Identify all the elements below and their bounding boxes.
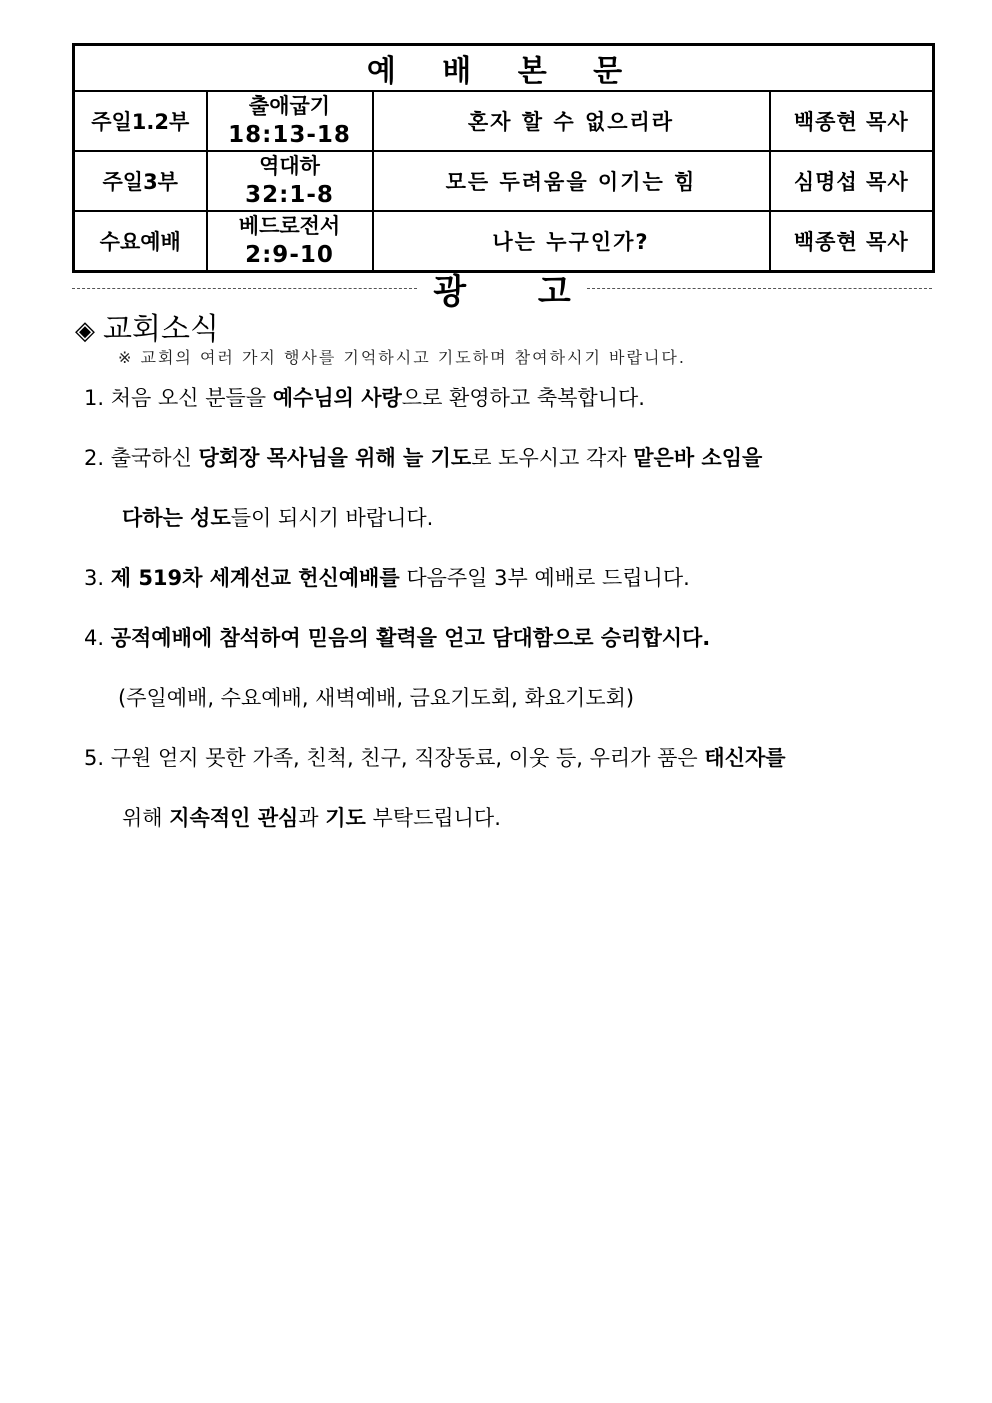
- announcement-divider: [72, 264, 932, 312]
- scripture-ref: 18:13-18: [228, 122, 351, 148]
- scripture-book: 출애굽기: [248, 94, 331, 118]
- item-emphasis: 당회장 목사님을 위해 늘 기도: [198, 446, 472, 470]
- table-row: [74, 211, 934, 272]
- divider-line-right: [587, 288, 932, 289]
- list-item: [84, 382, 645, 412]
- scripture-book: 베드로전서: [238, 214, 341, 238]
- list-item: [84, 562, 690, 592]
- sermon-table: [72, 43, 935, 273]
- list-item: [84, 622, 710, 652]
- diamond-icon: ◈: [75, 316, 95, 346]
- table-row: [74, 91, 934, 151]
- item-text: 들이 되시기 바랍니다.: [230, 506, 434, 530]
- sermon-title: 나는 누구인가?: [373, 211, 770, 272]
- item-emphasis: 제 519차 세계선교 헌신예배를: [110, 566, 400, 590]
- list-item-continuation: [118, 682, 634, 712]
- list-item-continuation: [122, 802, 501, 832]
- scripture-cell: [207, 211, 373, 272]
- list-item: [84, 742, 786, 772]
- item-emphasis: 공적예배에 참석하여 믿음의 활력을 얻고 담대함으로 승리합시다.: [110, 626, 711, 650]
- scripture-ref: 2:9-10: [245, 242, 334, 268]
- item-emphasis: 지속적인 관심: [169, 806, 299, 830]
- item-emphasis: 태신자를: [704, 746, 786, 770]
- section-subtitle: ※ 교회의 여러 가지 행사를 기억하시고 기도하며 참여하시기 바랍니다.: [118, 348, 686, 367]
- item-text: 2. 출국하신: [84, 446, 199, 470]
- service-name: 수요예배: [74, 211, 207, 272]
- scripture-cell: [207, 151, 373, 211]
- item-emphasis: 기도: [325, 806, 366, 830]
- item-text: 부탁드립니다.: [365, 806, 501, 830]
- scripture-book: 역대하: [259, 154, 320, 178]
- item-text: 으로 환영하고 축복합니다.: [401, 386, 645, 410]
- section-title: 교회소식: [103, 312, 219, 347]
- item-emphasis: 다하는 성도: [122, 506, 231, 530]
- list-item-continuation: [122, 502, 433, 532]
- announcement-title: 광 고: [433, 272, 601, 312]
- item-emphasis: 맡은바 소임을: [633, 446, 763, 470]
- item-text: (주일예배, 수요예배, 새벽예배, 금요기도회, 화요기도회): [118, 686, 635, 710]
- service-name: 주일3부: [74, 151, 207, 211]
- scripture-ref: 32:1-8: [245, 182, 334, 208]
- preacher-name: 심명섭 목사: [770, 151, 934, 211]
- item-text: 로 도우시고 각자: [471, 446, 634, 470]
- item-text: 과: [298, 806, 326, 830]
- sermon-title: 모든 두려움을 이기는 힘: [373, 151, 770, 211]
- list-item: [84, 442, 762, 472]
- item-text: 3.: [84, 566, 111, 590]
- item-text: 4.: [84, 626, 111, 650]
- scripture-cell: [207, 91, 373, 151]
- table-row: [74, 151, 934, 211]
- preacher-name: 백종현 목사: [770, 91, 934, 151]
- item-text: 5. 구원 얻지 못한 가족, 친척, 친구, 직장동료, 이웃 등, 우리가 품은: [84, 746, 705, 770]
- table-title: 예 배 본 문: [74, 45, 934, 92]
- item-emphasis: 예수님의 사랑: [272, 386, 402, 410]
- item-text: 다음주일 3부 예배로 드립니다.: [399, 566, 690, 590]
- service-name: 주일1.2부: [74, 91, 207, 151]
- item-text: 1. 처음 오신 분들을: [84, 386, 273, 410]
- section-heading: [75, 304, 219, 348]
- item-text: 위해: [122, 806, 170, 830]
- preacher-name: 백종현 목사: [770, 211, 934, 272]
- sermon-title: 혼자 할 수 없으리라: [373, 91, 770, 151]
